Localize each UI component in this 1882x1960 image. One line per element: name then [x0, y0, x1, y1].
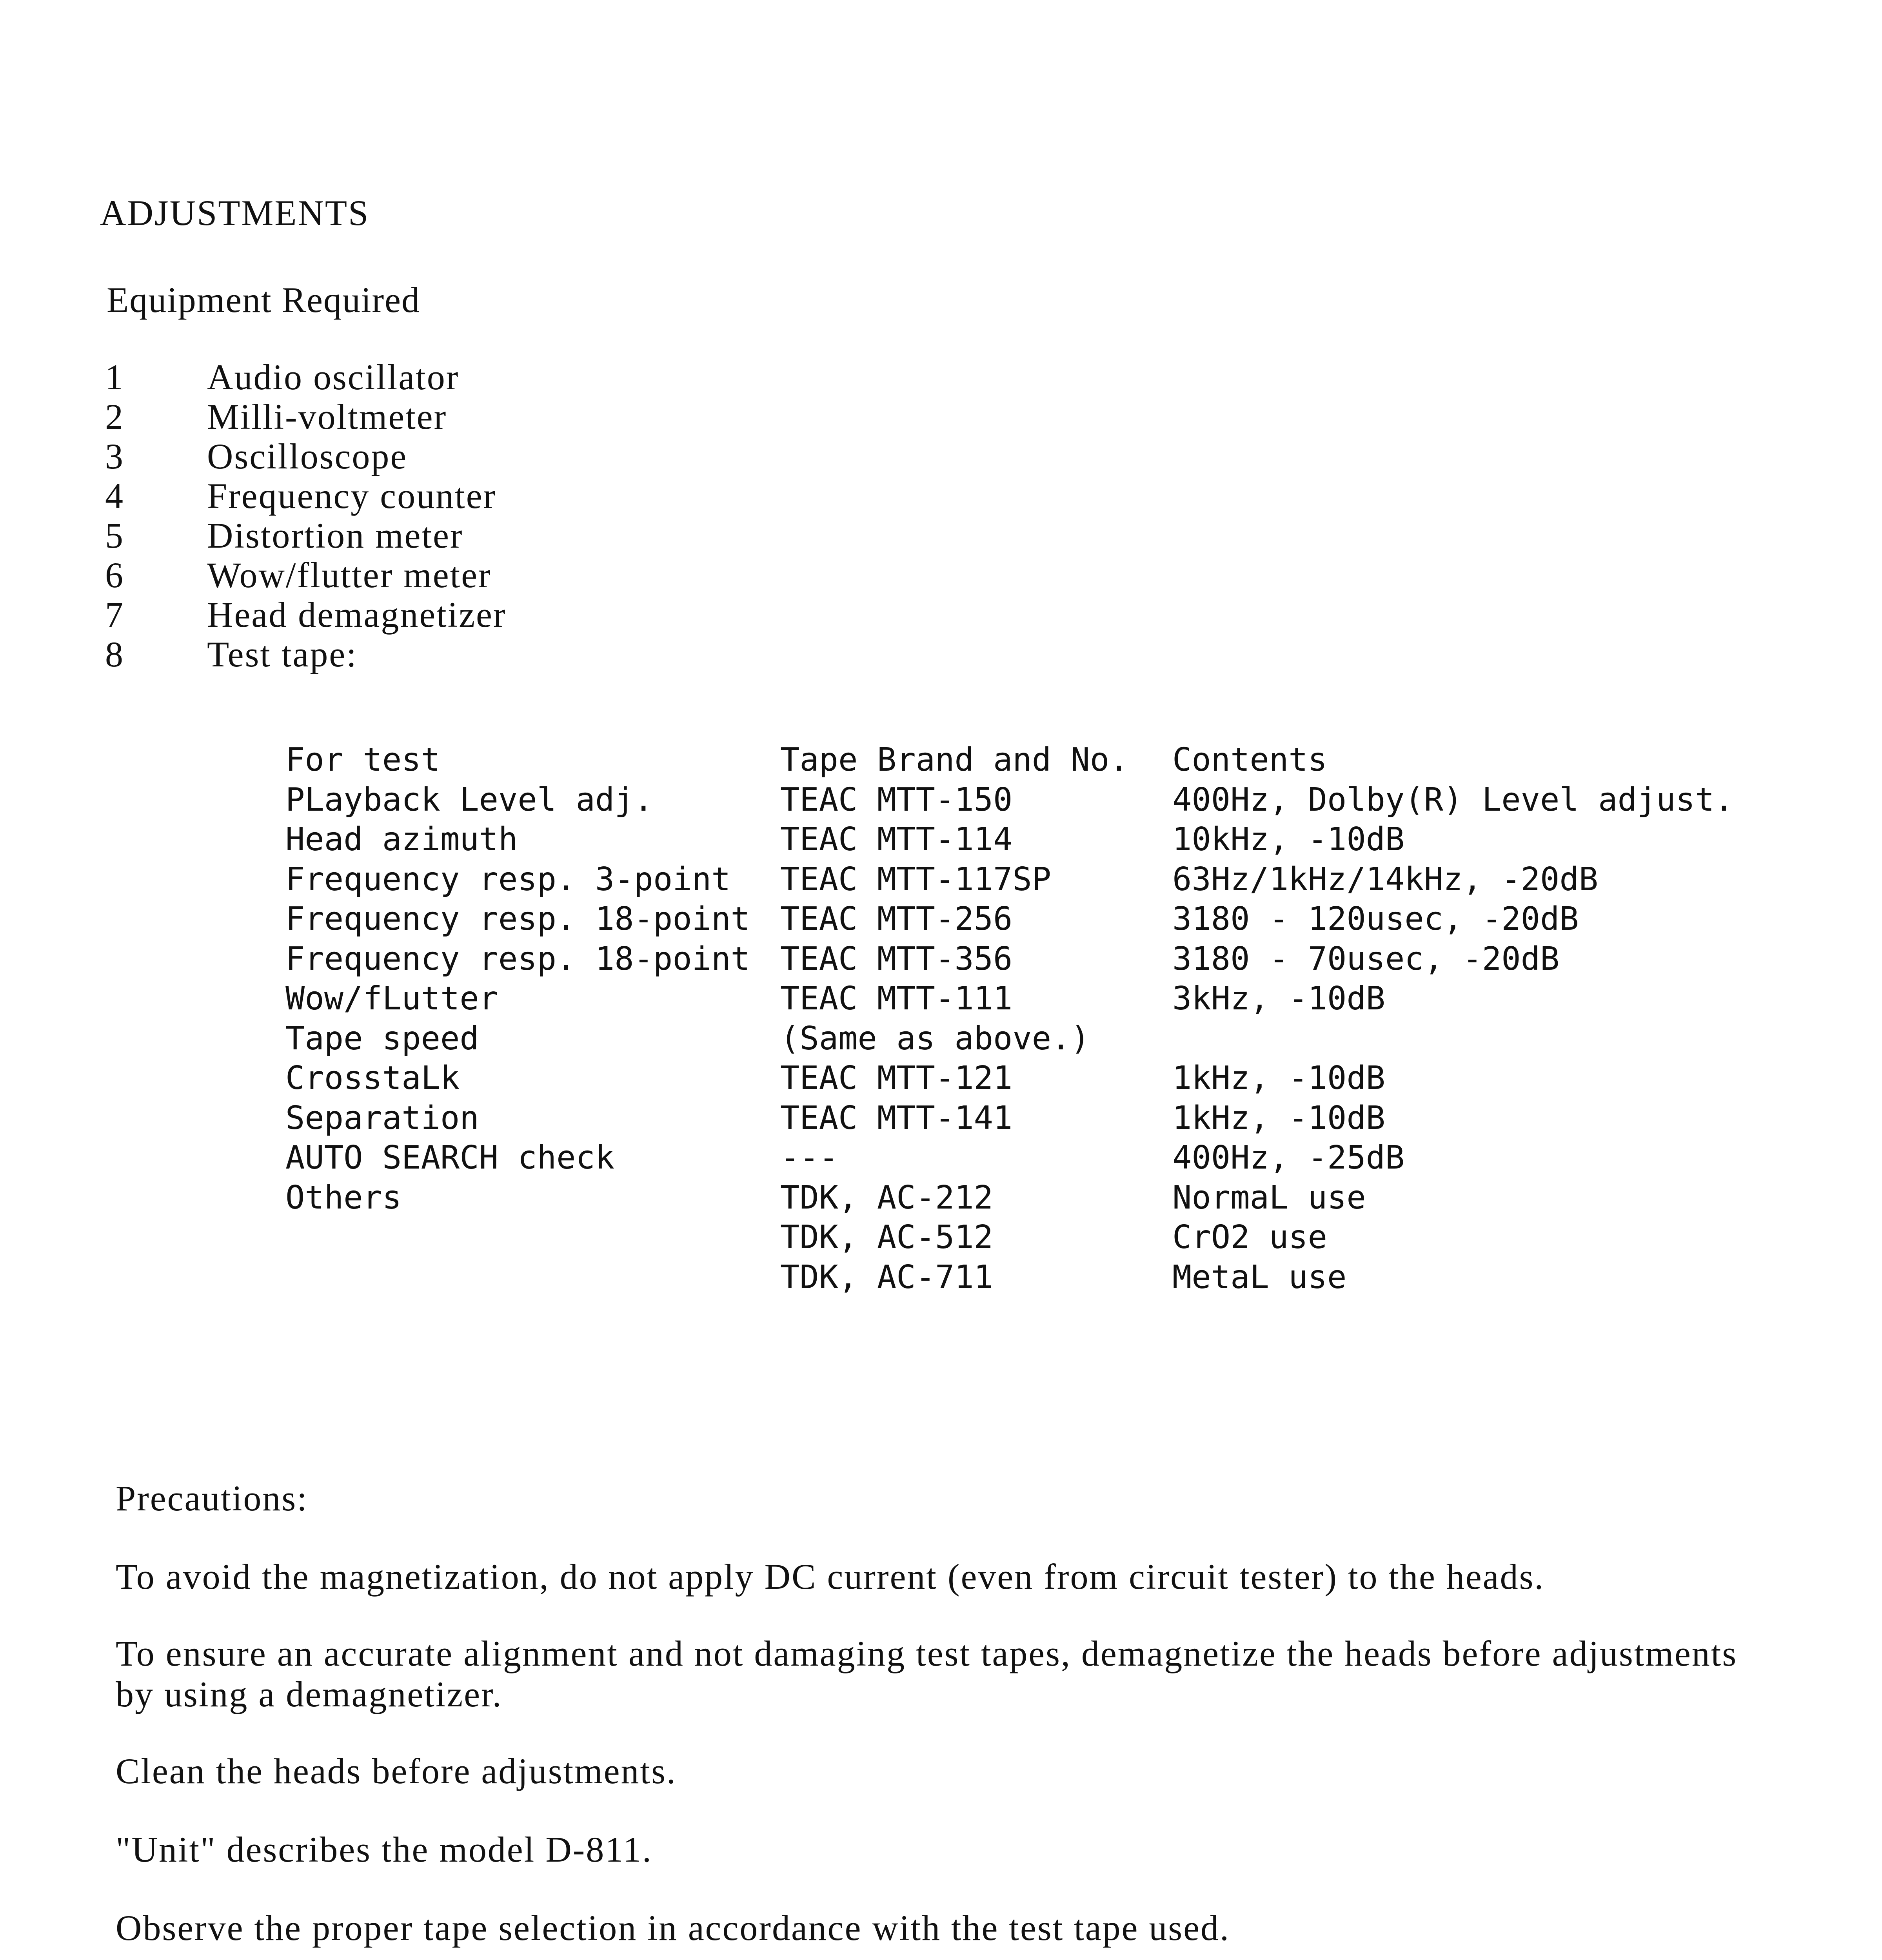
table-cell: [1172, 1019, 1734, 1059]
list-item: [105, 358, 507, 397]
table-cell: TEAC MTT-114: [780, 821, 1013, 858]
table-cell: 1kHz, -10dB: [1172, 1060, 1386, 1097]
table-cell: [285, 1218, 780, 1258]
list-item: [105, 437, 507, 476]
item-number: 4: [105, 476, 124, 516]
list-item: [105, 397, 507, 437]
list-item: [105, 635, 507, 674]
item-label: Head demagnetizer: [207, 595, 507, 635]
item-number: 1: [105, 357, 124, 397]
table-cell: 63Hz/1kHz/14kHz, -20dB: [1172, 860, 1599, 898]
table-row: [285, 780, 1734, 820]
table-cell: TDK, AC-512: [780, 1219, 994, 1256]
equipment-heading: Equipment Required: [107, 280, 420, 320]
table-cell: CrosstaLk: [285, 1060, 460, 1097]
table-row: [285, 939, 1734, 979]
table-cell: TEAC MTT-121: [780, 1060, 1013, 1097]
table-cell: Tape speed: [285, 1020, 479, 1057]
table-cell: MetaL use: [1172, 1258, 1347, 1296]
item-number: 5: [105, 515, 124, 555]
list-item: [105, 555, 507, 595]
table-cell: Separation: [285, 1099, 479, 1137]
equipment-list: [105, 358, 507, 674]
precautions-heading: Precautions:: [116, 1478, 308, 1518]
precaution-paragraph: To avoid the magnetization, do not apply DC current (even from circuit tester) to the heads.: [116, 1557, 1545, 1597]
list-item: [105, 595, 507, 635]
item-number: 7: [105, 595, 124, 635]
item-label: Audio oscillator: [207, 357, 460, 397]
list-item: [105, 476, 507, 516]
table-cell: TEAC MTT-150: [780, 781, 1013, 818]
table-cell: TDK, AC-711: [780, 1258, 994, 1296]
test-tape-table: [285, 740, 1734, 1297]
table-cell: [285, 1258, 780, 1298]
table-cell: CrO2 use: [1172, 1219, 1327, 1256]
table-cell: (Same as above.): [780, 1020, 1090, 1057]
item-label: Test tape:: [207, 634, 358, 674]
table-row: [285, 899, 1734, 939]
table-cell: 400Hz, -25dB: [1172, 1139, 1405, 1176]
table-header: Contents: [1172, 741, 1327, 779]
table-row: [285, 1138, 1734, 1178]
item-label: Wow/flutter meter: [207, 555, 492, 595]
page-title: ADJUSTMENTS: [100, 193, 370, 233]
table-row: [285, 1019, 1734, 1059]
precaution-paragraph: Observe the proper tape selection in accordance with the test tape used.: [116, 1908, 1230, 1948]
table-cell: 1kHz, -10dB: [1172, 1099, 1386, 1137]
precaution-paragraph: Clean the heads before adjustments.: [116, 1751, 677, 1791]
table-cell: NormaL use: [1172, 1179, 1366, 1216]
table-cell: Frequency resp. 3-point: [285, 860, 731, 898]
table-row: [285, 820, 1734, 860]
table-row: [285, 860, 1734, 900]
table-cell: 3kHz, -10dB: [1172, 980, 1386, 1017]
table-cell: 3180 - 120usec, -20dB: [1172, 900, 1579, 938]
table-row: [285, 1058, 1734, 1098]
table-cell: TEAC MTT-256: [780, 900, 1013, 938]
table-cell: TEAC MTT-356: [780, 940, 1013, 978]
item-number: 3: [105, 436, 124, 476]
table-cell: Head azimuth: [285, 821, 518, 858]
item-label: Frequency counter: [207, 476, 497, 516]
table-row: [285, 1178, 1734, 1218]
table-cell: TDK, AC-212: [780, 1179, 994, 1216]
table-cell: TEAC MTT-117SP: [780, 860, 1052, 898]
table-cell: TEAC MTT-141: [780, 1099, 1013, 1137]
table-cell: Wow/fLutter: [285, 980, 499, 1017]
item-label: Milli-voltmeter: [207, 397, 447, 437]
table-cell: Frequency resp. 18-point: [285, 900, 750, 938]
list-item: [105, 516, 507, 555]
table-row: [285, 1218, 1734, 1258]
table-cell: Others: [285, 1179, 402, 1216]
table-cell: TEAC MTT-111: [780, 980, 1013, 1017]
item-number: 8: [105, 634, 124, 674]
table-cell: AUTO SEARCH check: [285, 1139, 615, 1176]
precautions-section: [116, 1478, 1762, 1960]
table-row: [285, 1098, 1734, 1138]
precaution-paragraph: "Unit" describes the model D-811.: [116, 1829, 652, 1869]
item-label: Oscilloscope: [207, 436, 408, 476]
table-header: For test: [285, 741, 440, 779]
table-cell: PLayback Level adj.: [285, 781, 653, 818]
item-number: 2: [105, 397, 124, 437]
table-header: Tape Brand and No.: [780, 741, 1129, 779]
table-header-row: [285, 740, 1734, 780]
table-cell: 400Hz, Dolby(R) Level adjust.: [1172, 781, 1734, 818]
table-cell: 3180 - 70usec, -20dB: [1172, 940, 1560, 978]
table-row: [285, 1258, 1734, 1298]
table-cell: ---: [780, 1139, 839, 1176]
item-label: Distortion meter: [207, 515, 463, 555]
precaution-paragraph: To ensure an accurate alignment and not damaging test tapes, demagnetize the heads before adjustments by using a demagnetizer.: [116, 1633, 1738, 1714]
table-cell: 10kHz, -10dB: [1172, 821, 1405, 858]
item-number: 6: [105, 555, 124, 595]
table-cell: Frequency resp. 18-point: [285, 940, 750, 978]
table-row: [285, 979, 1734, 1019]
